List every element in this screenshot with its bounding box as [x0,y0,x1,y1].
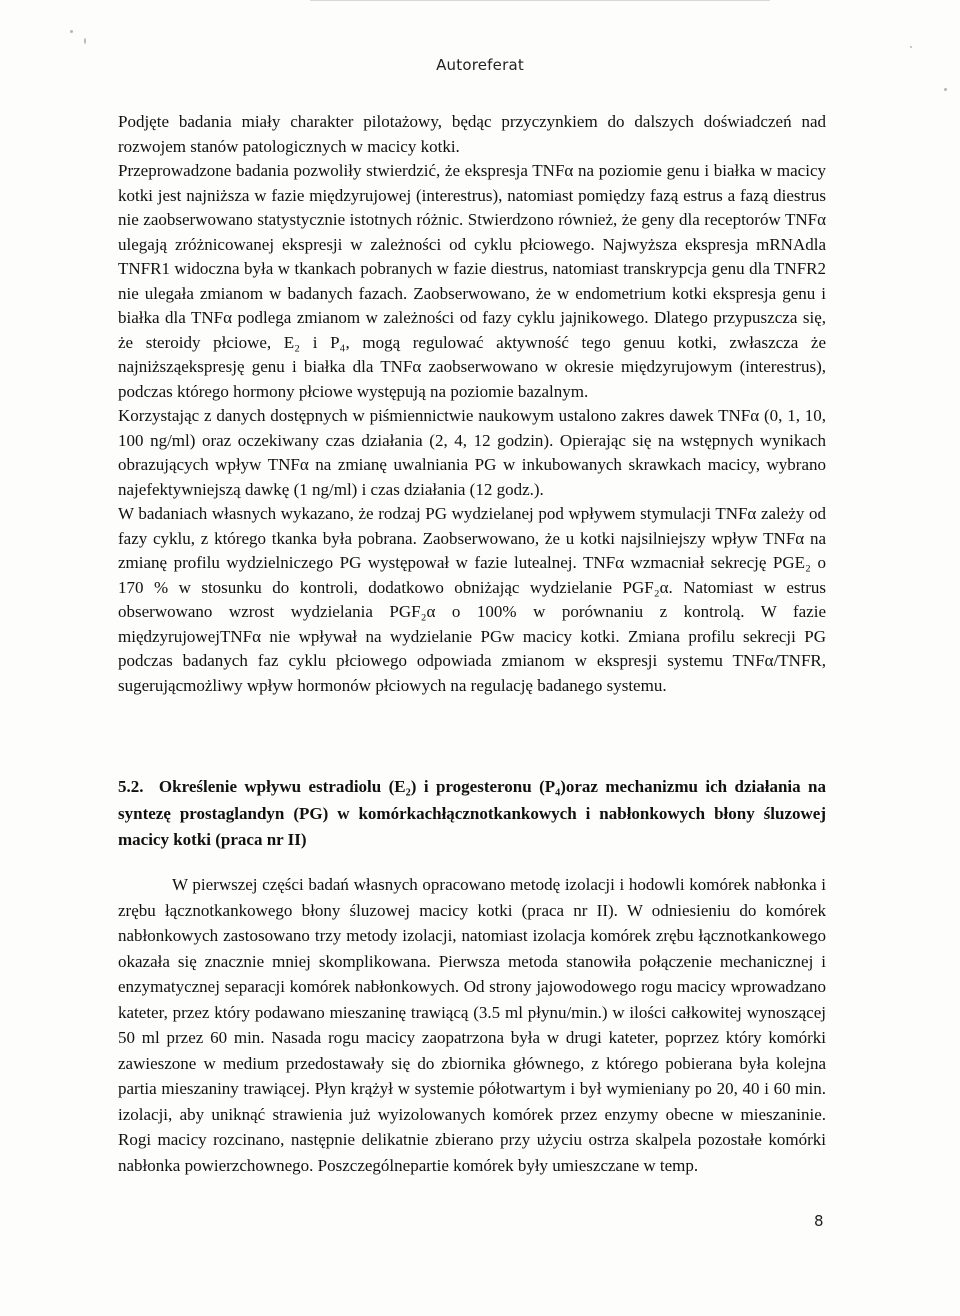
paragraph: Korzystając z danych dostępnych w piśmiennictwie naukowym ustalono zakres dawek TNFα (0, 1, 10, 100 ng/ml) oraz oczekiwany czas działania (2, 4, 12 godzin). Opierając się na wstępnych wynikach obrazujących wpływ TNFα na zmianę uwalniania PG w inkubowanych skrawkach macicy, wybrano najefektywniejszą dawkę (1 ng/ml) i czas działania (12 godz.). [118,406,826,499]
paragraph: W pierwszej części badań własnych opracowano metodę izolacji i hodowli komórek nabłonka i zrębu łącznotkankowego błony śluzowej macicy kotki (praca nr II). W odniesieniu do komórek nabłonkowych zastosowano trzy metody izolacji, natomiast izolacja komórek zrębu łącznotkankowego okazała się znacznie mniej skomplikowana. Pierwsza metoda stanowiła połączenie mechanicznej i enzymatycznej separacji komórek nabłonkowych. Od strony jajowodowego rogu macicy wprowadzano kateter, przez który podawano mieszaninę trawiącą (3.5 ml płynu/min.) w ilości całkowitej wynoszącej 50 ml przez 60 min. Nasada rogu macicy zaopatrzona była w drugi kateter, poprzez który komórki zawieszone w medium przedostawały się do zbiornika głównego, z którego pobierana była kolejna partia mieszaniny trawiącej. Płyn krążył w systemie półotwartym i był wymieniany po 20, 40 i 60 min. izolacji, aby uniknąć strawienia już wyizolowanych komórek przez enzymy obecne w mieszaninie. Rogi macicy rozcinano, następnie delikatnie zbierano przy użyciu ostrza skalpela pozostałe komórki nabłonka powierzchownego. Poszczególnepartie komórek były umieszczane w temp. [118,875,826,1175]
scan-speck [84,38,86,44]
section-text [118,872,826,1178]
scan-edge-line [310,0,770,1]
section-number: 5.2. [118,777,144,796]
running-header: Autoreferat [436,56,524,74]
scan-speck [910,46,912,48]
scan-speck [944,88,947,91]
section-heading [118,774,826,854]
page-number: 8 [814,1212,824,1230]
scan-speck [70,30,73,33]
paragraph: W badaniach własnych wykazano, że rodzaj PG wydzielanej pod wpływem stymulacji TNFα zależy od fazy cyklu, z którego tkanka była pobrana. Zaobserwowano, że u kotki najsilniejszy wpływ TNFα na zmianę profilu wydzielniczego PG występował w fazie lutealnej. TNFα wzmacniał sekrecję PGE₂ o 170 % w stosunku do kontroli, dodatkowo obniżając wydzielanie PGF₂α. Natomiast w estrus obserwowano wzrost wydzielania PGF₂α o 100% w porównaniu z kontrolą. W fazie międzyrujowejTNFα nie wpływał na wydzielanie PGw macicy kotki. Zmiana profilu sekrecji PG podczas badanych faz cyklu płciowego odpowiada zmianom w ekspresji systemu TNFα/TNFR, sugerującmożliwy wpływ hormonów płciowych na regulację badanego systemu. [118,504,826,695]
paragraph: Podjęte badania miały charakter pilotażowy, będąc przyczynkiem do dalszych doświadczeń nad rozwojem stanów patologicznych w macicy kotki. [118,112,826,156]
paragraph: Przeprowadzone badania pozwoliły stwierdzić, że ekspresja TNFα na poziomie genu i białka w macicy kotki jest najniższa w fazie międzyrujowej (interestrus), natomiast pomiędzy fazą estrus a fazą diestrus nie zaobserwowano statystycznie istotnych różnic. Stwierdzono również, że geny dla receptorów TNFα ulegają zróżnicowanej ekspresji w zależności od cyklu płciowego. Najwyższa ekspresja mRNAdla TNFR1 widoczna była w tkankach pobranych w fazie diestrus, natomiast transkrypcja genu dla TNFR2 nie ulegała zmianom w badanych fazach. Zaobserwowano, że w endometrium kotki ekspresja genu i białka dla TNFα podlega zmianom w zależności od fazy cyklu jajnikowego. Dlatego przypuszcza się, że steroidy płciowe, E₂ i P₄, mogą regulować aktywność tego genuu kotki, zwłaszcza że najniższąekspresję genu i białka dla TNFα zaobserwowano w okresie międzyrujowym (interestrus), podczas którego hormony płciowe występują na poziomie bazalnym. [118,161,826,401]
section-title: Określenie wpływu estradiolu (E₂) i progesteronu (P₄)oraz mechanizmu ich działania na syntezę prostaglandyn (PG) w komórkachłącznotkankowych i nabłonkowych błony śluzowej macicy kotki (praca nr II) [118,777,826,849]
main-text [118,110,826,698]
